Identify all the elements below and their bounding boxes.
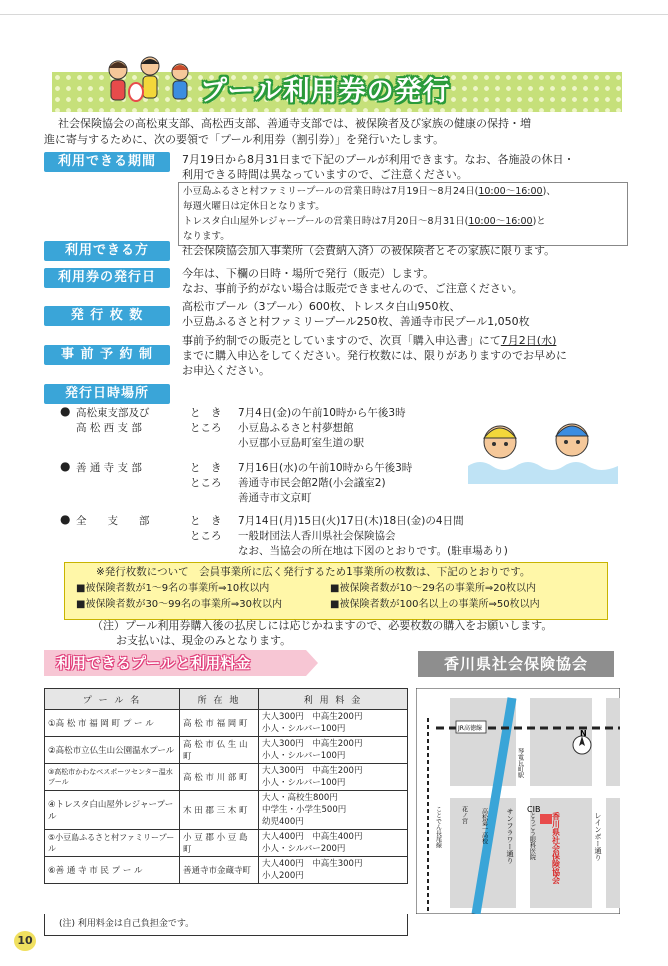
schedule-values: 7月16日(水)の午前10時から午後3時 善通寺市民会館2階(小会議室2) 善通寺市文京町 xyxy=(238,462,413,504)
col-header: プ ー ル 名 xyxy=(45,689,180,710)
swimmers-illustration xyxy=(468,414,618,484)
period-note-box xyxy=(178,182,628,246)
map-label-sunflower: サンフラワー通り xyxy=(506,808,514,864)
label-users: 利用できる方 xyxy=(44,241,170,261)
schedule-branch: 高松東支部及び 高 松 西 支 部 xyxy=(76,407,150,434)
schedule-branch: 全 支 部 xyxy=(76,515,150,527)
table-row: ①高 松 市 福 岡 町 プ ー ル 高 松 市 福 岡 町 大人300円 中高生200円 小人・シルバー100円 xyxy=(45,710,408,737)
count-text xyxy=(182,299,622,329)
table-header-row xyxy=(45,689,408,710)
intro-line: 進に寄与するために、次の要領で「プール利用券（割引券）」を発行いたします。 xyxy=(44,133,445,146)
reserve-line: 事前予約制での販売としていますので、次頁「購入申込書」にて7月2日(水) xyxy=(182,334,557,347)
schedule-keys: と き ところ xyxy=(190,462,222,489)
top-rule xyxy=(0,14,668,15)
page-title: プール利用券の発行 xyxy=(200,76,451,107)
note-line: 小豆島ふるさと村ファミリープールの営業日時は7月19日～8月24日(10:00～16:00)、 xyxy=(183,186,556,197)
count-line: 小豆島ふるさと村ファミリープール250枚、善通寺市民プール1,050枚 xyxy=(182,315,530,328)
note-line: なります。 xyxy=(183,231,230,242)
allocation-item: ■被保険者数が1～9名の事業所⇒10枚以内 xyxy=(76,583,270,594)
refund-note: （注）プール利用券購入後の払戻しには応じかねますので、必要枚数の購入をお願いします。 お支払いは、現金のみとなります。 xyxy=(92,619,553,647)
pool-note: (注) 利用料金は自己負担金です。 xyxy=(44,914,408,936)
reserve-text xyxy=(182,333,622,378)
schedule-keys: と き ところ xyxy=(190,515,222,542)
table-row: ④トレスタ白山屋外レジャープール 木 田 郡 三 木 町 大人・高校生800円 中学生・小学生500円 幼児400円 xyxy=(45,791,408,830)
bullet-icon: ● xyxy=(60,459,71,473)
bullet-icon: ● xyxy=(60,404,71,418)
schedule-values: 7月4日(金)の午前10時から午後3時 小豆島ふるさと村夢想館 小豆郡小豆島町室生道の駅 xyxy=(238,407,406,449)
pool-table xyxy=(44,688,408,884)
count-line: 高松市プール（3プール）600枚、トレスタ白山950枚、 xyxy=(182,300,461,313)
col-header: 利 用 料 金 xyxy=(259,689,408,710)
map-label-jr: JR高徳線 xyxy=(458,725,482,732)
issue-line: 今年は、下欄の日時・場所で発行（販売）します。 xyxy=(182,267,435,280)
map-label-ni: ことでん長尾線 xyxy=(434,806,442,848)
map-label-town: 花ノ宮 xyxy=(460,806,468,824)
table-row: ③高松市かわなべスポーツセンター温水プール 高 松 市 川 部 町 大人300円 中高生200円 小人・シルバー100円 xyxy=(45,764,408,791)
schedule-values: 7月14日(月)15日(火)17日(木)18日(金)の4日間 一般財団法人香川県社会保険協会 なお、当協会の所在地は下図のとおりです。(駐車場あり) xyxy=(238,515,508,557)
table-row: ⑥善 通 寺 市 民 プ ー ル 善通寺市金蔵寺町 大人400円 中高生300円 小人200円 xyxy=(45,857,408,884)
label-schedule: 発行日時場所 xyxy=(44,384,170,404)
allocation-item: ■被保険者数が30～99名の事業所⇒30枚以内 xyxy=(76,599,283,610)
map-label-school: 高松第一高校 xyxy=(480,808,488,844)
map-label-org: 香川県社会保険協会 xyxy=(551,812,561,884)
col-header: 所 在 地 xyxy=(180,689,259,710)
bullet-icon: ● xyxy=(60,512,71,526)
children-illustration xyxy=(100,52,200,114)
label-period: 利用できる期間 xyxy=(44,152,170,172)
reserve-line: お申込ください。 xyxy=(182,364,270,377)
users-text: 社会保険協会加入事業所（会費納入済）の被保険者とその家族に限ります。 xyxy=(182,244,556,257)
allocation-title: ※発行枚数について 会員事業所に広く発行するため1事業所の枚数は、下記のとおりです。 xyxy=(96,566,531,578)
schedule-keys: と き ところ xyxy=(190,407,222,434)
map-n-icon: N xyxy=(580,729,587,738)
allocation-item: ■被保険者数が100名以上の事業所⇒50枚以内 xyxy=(330,599,540,610)
table-row: ②高松市立仏生山公園温水プール 高 松 市 仏 生 山 町 大人300円 中高生200円 小人・シルバー100円 xyxy=(45,737,408,764)
schedule-branch: 善 通 寺 支 部 xyxy=(76,462,142,474)
map-label-ph: CIB xyxy=(527,805,541,814)
page-number: 10 xyxy=(14,931,36,951)
reserve-line: までに購入申込をしてください。発行枚数には、限りがありますのでお早めに xyxy=(182,349,567,362)
intro-line: 社会保険協会の高松東支部、高松西支部、善通寺支部では、被保険者及び家族の健康の保持・増 xyxy=(58,117,531,130)
table-row: ⑤小豆島ふるさと村ファミリープール 小 豆 郡 小 豆 島 町 大人400円 中高生400円 小人・シルバー200円 xyxy=(45,830,408,857)
period-line: 7月19日から8月31日まで下記のプールが利用できます。なお、各施設の休日・ xyxy=(182,153,575,166)
period-text xyxy=(182,152,622,182)
label-reserve: 事 前 予 約 制 xyxy=(44,345,170,365)
pool-banner-arrow xyxy=(306,650,318,676)
period-line: 利用できる時間は異なっていますので、ご注意ください。 xyxy=(182,168,468,181)
note-line: トレスタ白山屋外レジャープールの営業日時は7月20日～8月31日(10:00～16:00)と xyxy=(183,216,546,227)
map-label-hosp: とうごう眼科医院 xyxy=(528,812,536,860)
label-issue-day: 利用券の発行日 xyxy=(44,268,170,288)
map-label-rainbow: レインボー通り xyxy=(594,812,602,861)
issue-line: なお、事前予約がない場合は販売できませんので、ご注意ください。 xyxy=(182,282,523,295)
location-map xyxy=(416,688,620,914)
label-count: 発 行 枚 数 xyxy=(44,306,170,326)
issue-day-text xyxy=(182,266,622,296)
allocation-item: ■被保険者数が10～29名の事業所⇒20枚以内 xyxy=(330,583,537,594)
note-line: 毎週火曜日は定休日となります。 xyxy=(183,201,325,212)
org-banner: 香川県社会保険協会 xyxy=(418,651,614,677)
intro-text xyxy=(44,116,624,148)
map-label-kotoden: 琴電瓦町駅 xyxy=(516,748,524,778)
pool-banner: 利用できるプールと利用料金 xyxy=(56,654,251,672)
